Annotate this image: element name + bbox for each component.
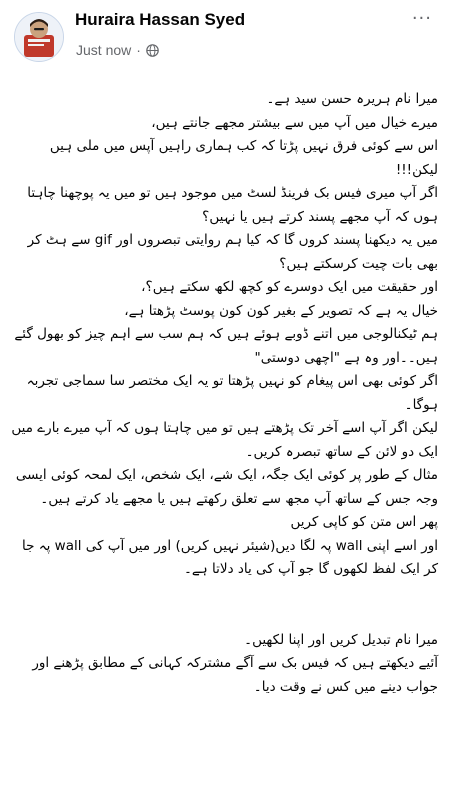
post-line: میرے خیال میں آپ میں سے بیشتر مجھے جانتے ہیں، xyxy=(151,114,438,131)
post-line: خیال یہ ہے کہ تصویر کے بغیر کون کون پوسٹ پڑھتا ہے، xyxy=(124,302,438,319)
profile-photo xyxy=(15,13,63,61)
post-line: میں یہ دیکھنا پسند کروں گا کہ کیا ہم روایتی تبصروں اور gif سے ہٹ کر بھی بات چیت کرسکتے ہیں؟ xyxy=(27,232,438,272)
post-meta xyxy=(76,42,159,58)
post-line: اور حقیقت میں ایک دوسرے کو کچھ لکھ سکتے ہیں؟، xyxy=(141,279,438,295)
post-line: اگر آپ میری فیس بک فرینڈ لسٹ میں موجود ہیں تو میں یہ پوچھنا چاہتا ہوں کہ آپ مجھے پسند کرتے ہیں یا نہیں؟ xyxy=(27,185,438,225)
avatar[interactable] xyxy=(14,12,64,62)
post-line: آئیے دیکھتے ہیں کہ فیس بک سے آگے مشترکہ کہانی کے مطابق پڑھنے اور جواب دینے میں کس نے وقت دیا۔ xyxy=(32,655,438,695)
post-text xyxy=(10,88,438,699)
post-line: اس سے کوئی فرق نہیں پڑتا کہ کب ہماری راہیں آپس میں ملی ہیں لیکن!!! xyxy=(49,138,438,178)
globe-icon[interactable] xyxy=(146,44,159,57)
post-line: لیکن اگر آپ اسے آخر تک پڑھتے ہیں تو میں چاہتا ہوں کہ آپ میرے بارے میں ایک دو لائن کے ساتھ تبصرہ کریں۔ xyxy=(11,420,438,460)
post-line: ہم ٹیکنالوجی میں اتنے ڈوبے ہوئے ہیں کہ ہم سب سے اہم چیز کو بھول گئے ہیں۔۔اور وہ ہے "اچھی دوستی" xyxy=(14,326,438,366)
ellipsis-icon[interactable]: ··· xyxy=(411,8,432,29)
post-line: میرا نام ہریرہ حسن سید ہے۔ xyxy=(266,91,438,107)
post-line: پھر اس متن کو کاپی کریں xyxy=(290,514,438,530)
author-name[interactable]: Huraira Hassan Syed xyxy=(75,10,246,29)
meta-separator: · xyxy=(136,42,141,58)
post-line: مثال کے طور پر کوئی ایک جگہ، ایک شے، ایک شخص، ایک لمحہ کوئی ایسی وجہ جس کے ساتھ آپ مجھ سے تعلق رکھتے ہیں یا مجھے یاد کرتے ہیں۔ xyxy=(15,467,438,507)
post-header xyxy=(0,0,450,70)
paragraph-gap xyxy=(10,582,438,629)
post-line: اور اسے اپنی wall پہ لگا دیں(شیئر نہیں کریں) اور میں آپ کی wall پہ جا کر ایک لفظ لکھوں گا جو آپ کی یاد دلاتا ہے۔ xyxy=(21,537,438,577)
post-line: اگر کوئی بھی اس پیغام کو نہیں پڑھتا تو یہ ایک مختصر سا سماجی تجربہ ہوگا۔ xyxy=(26,373,438,413)
post-line: میرا نام تبدیل کریں اور اپنا لکھیں۔ xyxy=(244,631,438,648)
post-timestamp[interactable]: Just now xyxy=(76,42,132,58)
